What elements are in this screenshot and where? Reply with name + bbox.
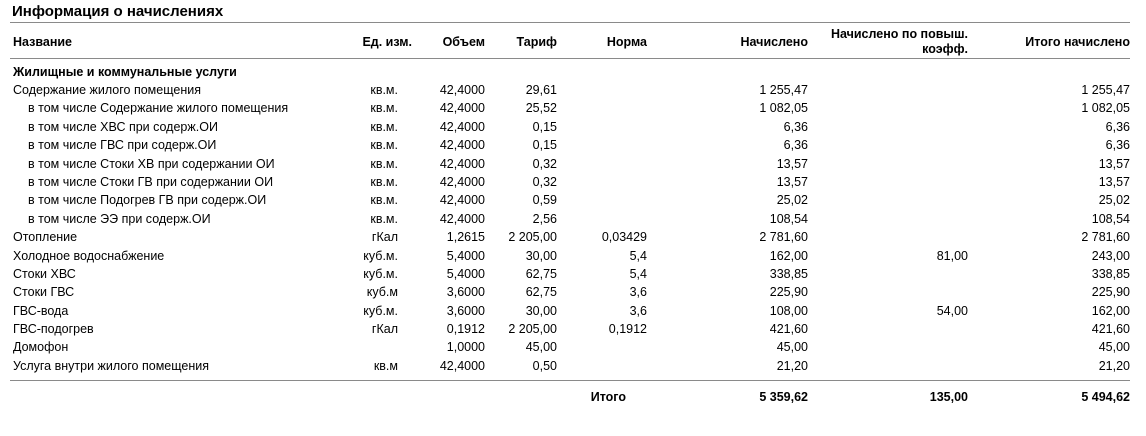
cell-volume: 5,4000 (446, 248, 485, 263)
cell-tariff: 2 205,00 (508, 230, 557, 245)
cell-tariff: 0,50 (532, 358, 557, 373)
totals-label: Итого (590, 390, 626, 404)
col-unit-header: Ед. изм. (362, 35, 412, 49)
cell-accrued: 225,90 (769, 285, 808, 300)
cell-name: в том числе Содержание жилого помещения (28, 101, 289, 116)
col-increased-header (810, 27, 968, 57)
cell-tariff: 30,00 (525, 248, 557, 263)
cell-total: 338,85 (1091, 266, 1130, 281)
cell-norm: 0,03429 (601, 230, 647, 245)
cell-volume: 0,1912 (446, 322, 485, 337)
cell-volume: 1,2615 (446, 230, 485, 245)
cell-total: 1 082,05 (1081, 101, 1130, 116)
cell-total: 21,20 (1098, 358, 1130, 373)
cell-total: 6,36 (1105, 138, 1130, 153)
cell-total: 225,90 (1091, 285, 1130, 300)
cell-name: Стоки ГВС (13, 285, 75, 300)
cell-accrued: 1 082,05 (759, 101, 808, 116)
cell-tariff: 62,75 (525, 285, 557, 300)
cell-total: 421,60 (1091, 322, 1130, 337)
cell-volume: 5,4000 (446, 266, 485, 281)
cell-accrued: 21,20 (776, 358, 808, 373)
cell-norm: 3,6 (629, 285, 647, 300)
cell-name: в том числе ХВС при содерж.ОИ (28, 119, 218, 134)
table-row (0, 302, 1146, 320)
cell-accrued: 338,85 (769, 266, 808, 281)
cell-tariff: 0,15 (532, 138, 557, 153)
cell-unit: кв.м. (370, 138, 398, 153)
cell-volume: 42,4000 (439, 83, 485, 97)
table-row (0, 320, 1146, 338)
cell-unit: куб.м (366, 285, 398, 300)
cell-norm: 5,4 (629, 248, 647, 263)
cell-accrued: 45,00 (776, 340, 808, 355)
cell-name: в том числе Стоки ГВ при содержании ОИ (28, 174, 274, 189)
cell-total: 243,00 (1091, 248, 1130, 263)
cell-tariff: 30,00 (525, 303, 557, 318)
cell-total: 25,02 (1098, 193, 1130, 208)
cell-volume: 42,4000 (439, 211, 485, 226)
table-body (0, 81, 1146, 375)
cell-volume: 42,4000 (439, 193, 485, 208)
page-title: Информация о начислениях (12, 3, 224, 20)
title-divider (10, 22, 1130, 23)
table-row (0, 118, 1146, 136)
cell-unit: куб.м. (363, 303, 398, 318)
cell-name: Содержание жилого помещения (13, 83, 201, 97)
cell-accrued: 108,54 (769, 211, 808, 226)
table-row (0, 136, 1146, 154)
cell-tariff: 0,32 (532, 156, 557, 171)
cell-volume: 42,4000 (439, 174, 485, 189)
totals-increased: 135,00 (929, 390, 968, 404)
cell-unit: кв.м. (370, 193, 398, 208)
cell-tariff: 0,59 (532, 193, 557, 208)
cell-total: 162,00 (1091, 303, 1130, 318)
cell-tariff: 62,75 (525, 266, 557, 281)
cell-accrued: 421,60 (769, 322, 808, 337)
table-row (0, 247, 1146, 265)
cell-norm: 3,6 (629, 303, 647, 318)
cell-accrued: 1 255,47 (759, 83, 808, 97)
cell-norm: 0,1912 (608, 322, 647, 337)
cell-name: в том числе ГВС при содерж.ОИ (28, 138, 217, 153)
cell-volume: 42,4000 (439, 119, 485, 134)
cell-name: в том числе Подогрев ГВ при содерж.ОИ (28, 193, 267, 208)
cell-accrued: 13,57 (776, 156, 808, 171)
cell-name: ГВС-подогрев (13, 322, 94, 337)
col-tariff-header: Тариф (516, 35, 557, 49)
col-increased-header-line2: коэфф. (922, 42, 968, 56)
cell-tariff: 25,52 (525, 101, 557, 116)
cell-accrued: 6,36 (783, 119, 808, 134)
cell-accrued: 108,00 (769, 303, 808, 318)
table-row (0, 283, 1146, 301)
cell-unit: гКал (371, 322, 398, 337)
cell-accrued: 162,00 (769, 248, 808, 263)
cell-unit: куб.м. (363, 248, 398, 263)
cell-name: Холодное водоснабжение (13, 248, 165, 263)
totals-total: 5 494,62 (1081, 390, 1130, 404)
cell-unit: куб.м. (363, 266, 398, 281)
col-increased-header-line1: Начислено по повыш. (830, 27, 968, 41)
cell-total: 1 255,47 (1081, 83, 1130, 97)
table-row (0, 99, 1146, 117)
cell-tariff: 2,56 (532, 211, 557, 226)
table-row (0, 228, 1146, 246)
cell-unit: кв.м. (370, 156, 398, 171)
cell-unit: гКал (371, 230, 398, 245)
cell-tariff: 0,32 (532, 174, 557, 189)
cell-volume: 1,0000 (446, 340, 485, 355)
cell-name: Услуга внутри жилого помещения (13, 358, 209, 373)
table-row (0, 338, 1146, 356)
table-row (0, 265, 1146, 283)
cell-name: в том числе Стоки ХВ при содержании ОИ (28, 156, 275, 171)
table-row (0, 357, 1146, 375)
cell-accrued: 6,36 (783, 138, 808, 153)
cell-total: 2 781,60 (1081, 230, 1130, 245)
cell-volume: 3,6000 (446, 285, 485, 300)
cell-accrued: 2 781,60 (759, 230, 808, 245)
col-accrued-header: Начислено (740, 35, 808, 49)
cell-unit: кв.м. (370, 119, 398, 134)
table-row (0, 210, 1146, 228)
cell-tariff: 2 205,00 (508, 322, 557, 337)
header-divider (10, 58, 1130, 59)
cell-accrued: 13,57 (776, 174, 808, 189)
col-volume-header: Объем (442, 35, 485, 49)
cell-unit: кв.м. (370, 101, 398, 116)
col-name-header: Название (13, 35, 73, 49)
cell-norm: 5,4 (629, 266, 647, 281)
col-total-header: Итого начислено (1025, 35, 1130, 49)
cell-increased: 81,00 (936, 248, 968, 263)
cell-name: ГВС-вода (13, 303, 69, 318)
table-row (0, 191, 1146, 209)
cell-volume: 42,4000 (439, 156, 485, 171)
section-heading: Жилищные и коммунальные услуги (13, 65, 237, 79)
table-row (0, 155, 1146, 173)
cell-total: 13,57 (1098, 156, 1130, 171)
col-norm-header: Норма (606, 35, 647, 49)
cell-unit: кв.м. (370, 174, 398, 189)
cell-increased: 54,00 (936, 303, 968, 318)
cell-volume: 3,6000 (446, 303, 485, 318)
cell-total: 108,54 (1091, 211, 1130, 226)
totals-divider (10, 380, 1130, 381)
cell-tariff: 0,15 (532, 119, 557, 134)
cell-name: Отопление (13, 230, 78, 245)
totals-accrued: 5 359,62 (759, 390, 808, 404)
cell-total: 45,00 (1098, 340, 1130, 355)
cell-tariff: 29,61 (525, 83, 557, 97)
table-row (0, 81, 1146, 99)
table-row (0, 173, 1146, 191)
cell-total: 13,57 (1098, 174, 1130, 189)
cell-name: в том числе ЭЭ при содерж.ОИ (28, 211, 211, 226)
cell-tariff: 45,00 (525, 340, 557, 355)
cell-unit: кв.м (373, 358, 398, 373)
cell-unit: кв.м. (370, 211, 398, 226)
cell-accrued: 25,02 (776, 193, 808, 208)
cell-volume: 42,4000 (439, 101, 485, 116)
cell-unit: кв.м. (370, 83, 398, 97)
cell-name: Стоки ХВС (13, 266, 76, 281)
cell-volume: 42,4000 (439, 358, 485, 373)
cell-volume: 42,4000 (439, 138, 485, 153)
cell-name: Домофон (13, 340, 69, 355)
cell-total: 6,36 (1105, 119, 1130, 134)
